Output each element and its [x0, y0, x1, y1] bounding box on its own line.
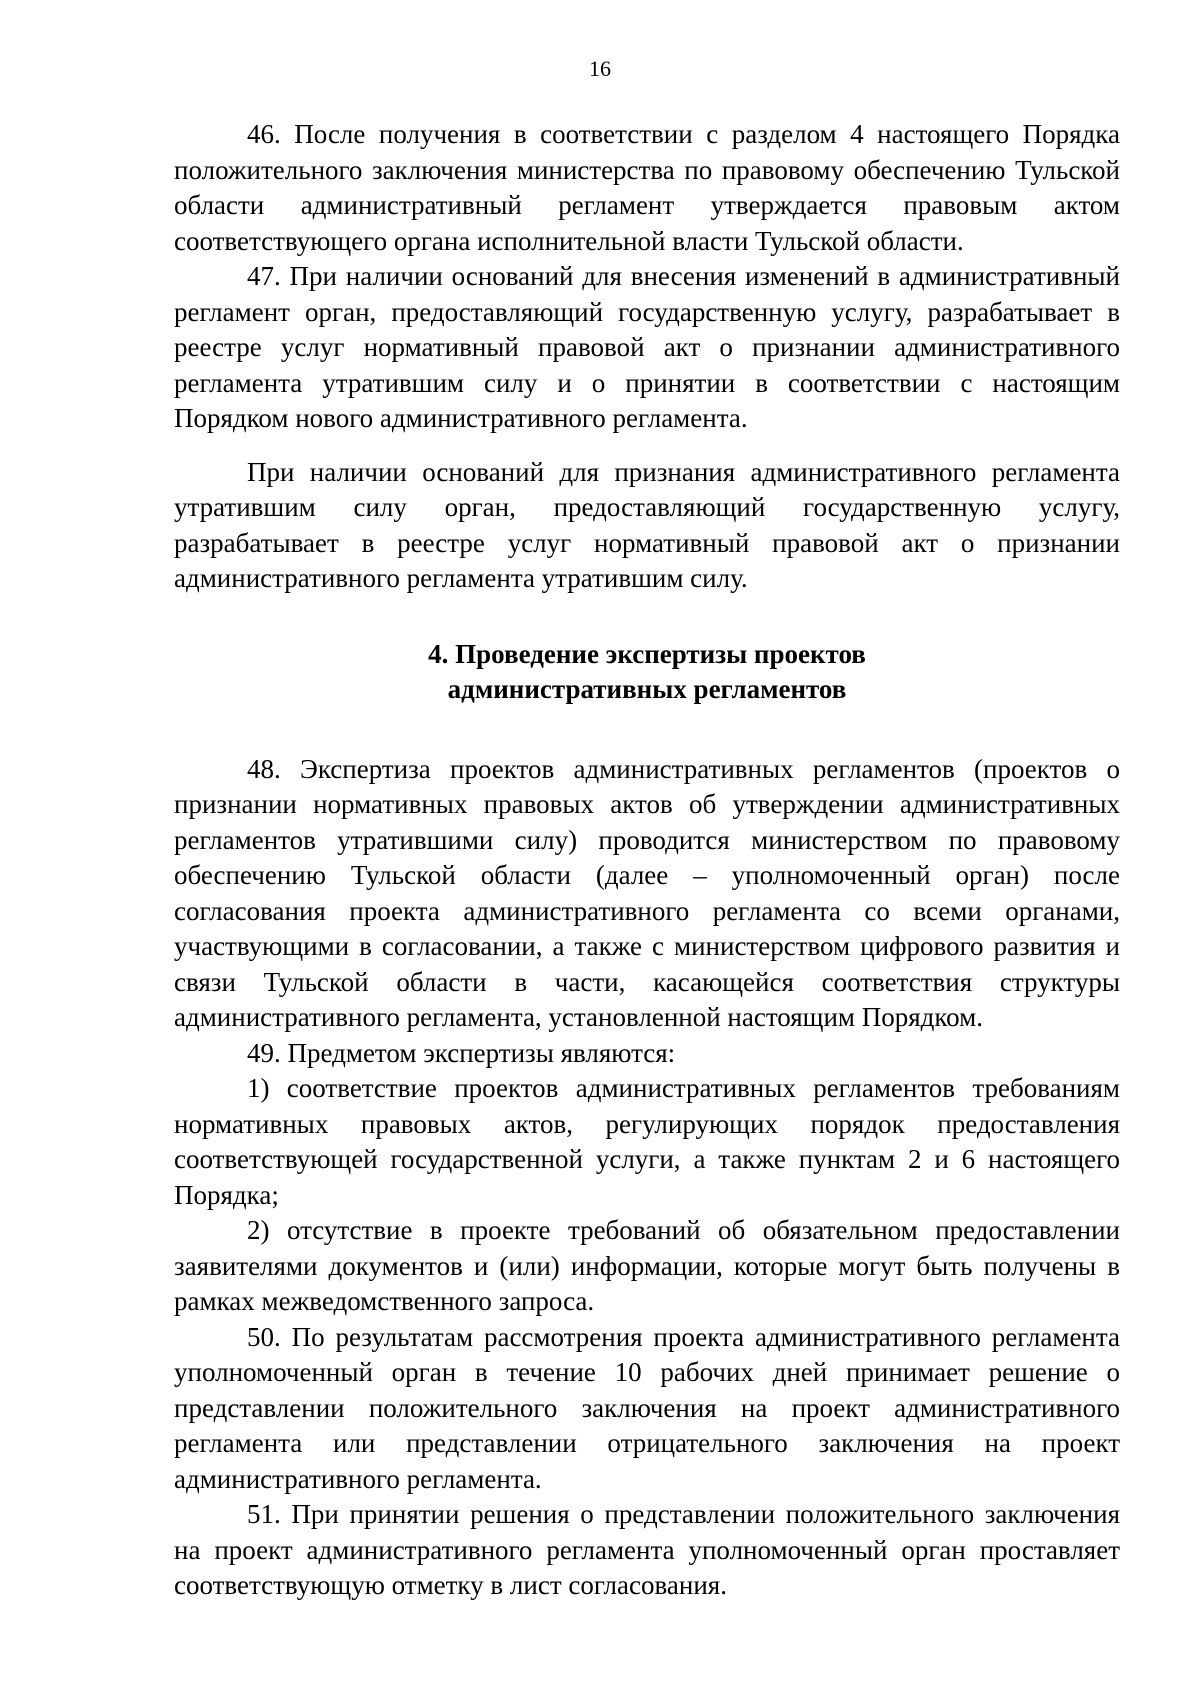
page-number: 16 — [589, 56, 611, 81]
section-heading-line-1: 4. Проведение экспертизы проектов — [428, 638, 866, 669]
section-heading — [174, 637, 1120, 707]
paragraph-47-continuation: При наличии оснований для признания административного регламента утратившим силу орган, предоставляющий государственную услугу, разрабатывает в реестре услуг нормативный правовой акт о признании административного регламента утратившим силу. — [174, 456, 1120, 593]
paragraph-47: 47. При наличии оснований для внесения изменений в административный регламент орган, предоставляющий государственную услугу, разрабатывает в реестре услуг нормативный правовой акт о признании административного регламента утратившим силу и о принятии в соответствии с настоящим Порядком нового административного регламента. — [174, 261, 1120, 433]
section-heading-line-2: административных регламентов — [447, 673, 847, 704]
paragraph-49-item-2: 2) отсутствие в проекте требований об обязательном предоставлении заявителями документов и (или) информации, которые могут быть получены в рамках межведомственного запроса. — [174, 1215, 1120, 1316]
paragraph-46: 46. После получения в соответствии с разделом 4 настоящего Порядка положительного заключения министерства по правовому обеспечению Тульской области административный регламент утверждается правовым актом соответствующего органа исполнительной власти Тульской области. — [174, 119, 1120, 256]
document-body — [174, 117, 1120, 1604]
paragraph-49-item-1: 1) соответствие проектов административных регламентов требованиям нормативных правовых актов, регулирующих порядок предоставления соответствующей государственной услуги, а также пунктам 2 и 6 настоящего Порядка; — [174, 1073, 1120, 1210]
paragraph-51: 51. При принятии решения о представлении положительного заключения на проект административного регламента уполномоченный орган проставляет соответствующую отметку в лист согласования. — [174, 1499, 1120, 1600]
paragraph-48: 48. Экспертиза проектов административных регламентов (проектов о признании нормативных правовых актов об утверждении административных регламентов утратившими силу) проводится министерством по правовому обеспечению Тульской области (далее – уполномоченный орган) после согласования проекта административного регламента со всеми органами, участвующими в согласовании, а также с министерством цифрового развития и связи Тульской области в части, касающейся соответствия структуры административного регламента, установленной настоящим Порядком. — [174, 753, 1120, 1032]
paragraph-50: 50. По результатам рассмотрения проекта административного регламента уполномоченный орган в течение 10 рабочих дней принимает решение о представлении положительного заключения на проект административного регламента или представлении отрицательного заключения на проект административного регламента. — [174, 1321, 1120, 1494]
paragraph-49: 49. Предметом экспертизы являются: — [247, 1037, 676, 1068]
